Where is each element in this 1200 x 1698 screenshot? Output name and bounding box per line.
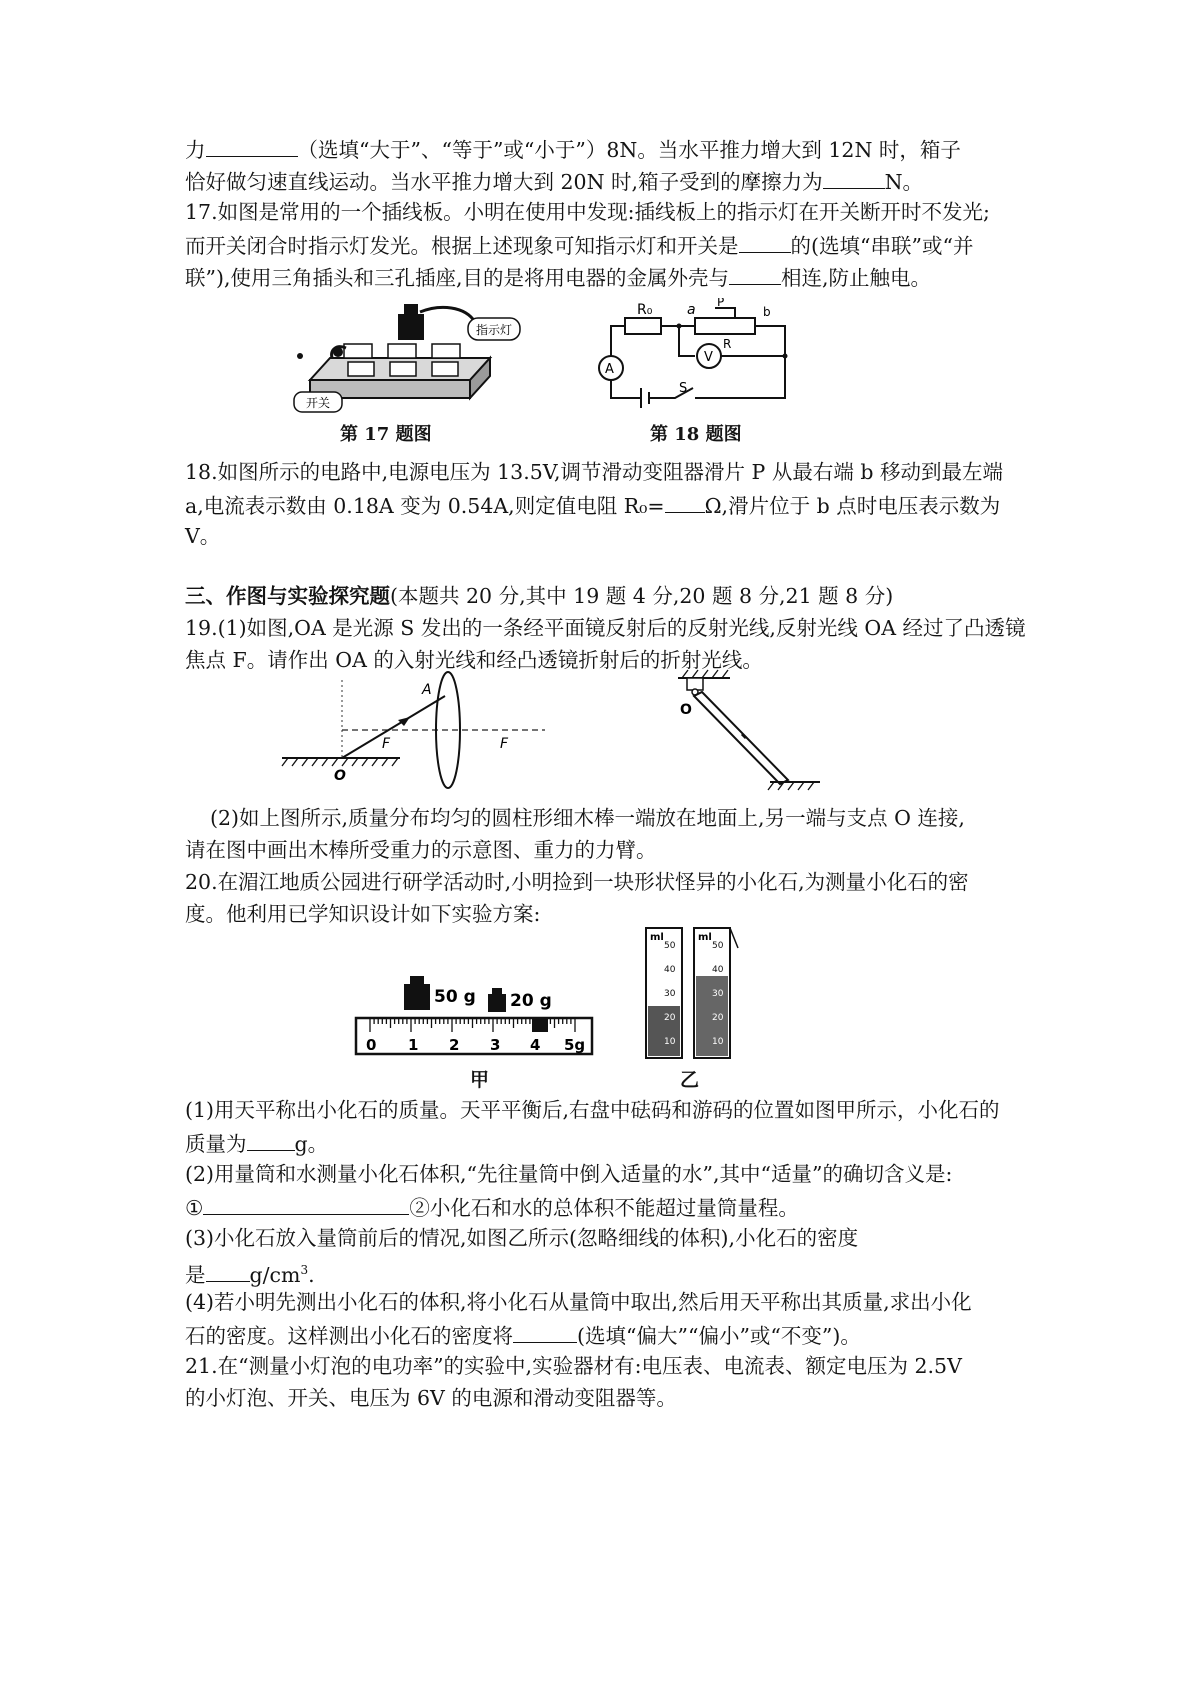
cyl2-tick: 50 (712, 941, 724, 951)
q16-line1 (185, 136, 961, 162)
q18-text: Ω,滑片位于 b 点时电压表示数为 (704, 494, 1001, 518)
q20-text: 是 (185, 1262, 206, 1287)
cyl1-tick: 10 (664, 1037, 676, 1047)
q16-text: 恰好做匀速直线运动。当水平推力增大到 20N 时,箱子受到的摩擦力为 (185, 170, 823, 194)
scale-label: 2 (449, 1036, 460, 1054)
q21-line2: 的小灯泡、开关、电压为 6V 的电源和滑动变阻器等。 (185, 1386, 677, 1410)
rider-marker (532, 1018, 548, 1032)
caption-jia: 甲 (470, 1069, 490, 1091)
fig17-caption: 第 17 题图 (340, 424, 432, 445)
q16-blank1[interactable] (206, 136, 298, 157)
q20-text: (选填“偏大”“偏小”或“不变”)。 (577, 1324, 861, 1348)
label-p: P (717, 298, 725, 309)
label-A: A (422, 682, 432, 698)
q16-text: 力 (185, 138, 206, 162)
q18-text: a,电流表示数由 0.18A 变为 0.54A,则定值电阻 R₀= (185, 494, 665, 518)
rod-figure (670, 668, 910, 798)
cyl1-tick: 50 (664, 941, 676, 951)
q16-blank2[interactable] (823, 168, 885, 189)
q20-text: . (308, 1262, 315, 1287)
cyl2-tick: 30 (712, 989, 724, 999)
q19-line2: 焦点 F。请作出 OA 的入射光线和经凸透镜折射后的折射光线。 (185, 648, 763, 672)
q19-part2-line2: 请在图中画出木棒所受重力的示意图、重力的力臂。 (185, 838, 657, 862)
label-r: R (723, 337, 732, 351)
q20-part3-line2 (185, 1258, 315, 1287)
q20-blank4[interactable] (513, 1322, 577, 1343)
q17-text: 而开关闭合时指示灯发光。根据上述现象可知指示灯和开关是 (185, 234, 739, 258)
q20-part4-line1: (4)若小明先测出小化石的体积,将小化石从量筒中取出,然后用天平称出其质量,求出小化 (185, 1290, 972, 1314)
power-strip-figure (290, 300, 540, 420)
label-indicator: 指示灯 (475, 323, 513, 337)
circuit-figure (595, 298, 805, 418)
label-F-left: F (382, 736, 391, 752)
cylinder-unit: ml (650, 932, 664, 943)
fig18-caption: 第 18 题图 (650, 424, 742, 445)
q20-text: g/cm (249, 1262, 301, 1287)
q18-line2 (185, 492, 1000, 518)
voltmeter-icon: V (704, 350, 713, 365)
q20-text: ②小化石和水的总体积不能超过量筒量程。 (409, 1196, 799, 1220)
q18-blank1[interactable] (665, 492, 705, 513)
q19-line1: 19.(1)如图,OA 是光源 S 发出的一条经平面镜反射后的反射光线,反射光线 OA 经过了凸透镜 (185, 616, 1026, 640)
q17-blank2[interactable] (729, 264, 781, 285)
scale-label: 4 (530, 1036, 541, 1054)
q17-blank1[interactable] (739, 232, 791, 253)
ammeter-icon: A (605, 362, 614, 377)
q20-part1-line1: (1)用天平称出小化石的质量。天平平衡后,右盘中砝码和游码的位置如图甲所示，小化石的 (185, 1098, 1000, 1122)
q16-text: N。 (884, 170, 924, 194)
q20-blank3[interactable] (206, 1261, 250, 1282)
q17-text: 的(选填“串联”或“并 (790, 234, 974, 258)
section3-title: 三、作图与实验探究题 (185, 584, 390, 608)
scale-label: 5g (564, 1036, 586, 1054)
label-s: S (679, 381, 688, 396)
q19-part2-line1: (2)如上图所示,质量分布均匀的圆柱形细木棒一端放在地面上,另一端与支点 O 连接, (210, 806, 965, 830)
q20-text: 质量为 (185, 1132, 247, 1156)
balance-weights-figure (350, 968, 600, 1058)
optics-figure (270, 668, 560, 798)
cyl1-tick: 40 (664, 965, 676, 975)
label-O-mirror: O (334, 768, 346, 784)
q20-line2: 度。他利用已学知识设计如下实验方案: (185, 902, 541, 926)
q17-line2 (185, 232, 973, 258)
q17-line3 (185, 264, 931, 290)
label-O-pivot: O (680, 702, 692, 718)
q20-sup: 3 (300, 1263, 309, 1277)
q21-line1: 21.在“测量小灯泡的电功率”的实验中,实验器材有:电压表、电流表、额定电压为 2.5V (185, 1354, 962, 1378)
q20-text: 石的密度。这样测出小化石的密度将 (185, 1324, 513, 1348)
q18-line1: 18.如图所示的电路中,电源电压为 13.5V,调节滑动变阻器滑片 P 从最右端 b 移动到最左端 (185, 460, 1003, 484)
q16-text: （选填“大于”、“等于”或“小于”）8N。当水平推力增大到 12N 时，箱子 (297, 138, 961, 162)
q16-line2 (185, 168, 923, 194)
scale-label: 1 (408, 1036, 419, 1054)
cyl1-tick: 20 (664, 1013, 676, 1023)
cylinder-unit: ml (698, 932, 712, 943)
cyl1-tick: 30 (664, 989, 676, 999)
q18-line3: V。 (185, 524, 221, 548)
q20-text: g。 (294, 1132, 329, 1156)
q20-part4-line2 (185, 1322, 861, 1348)
q20-part2-line1: (2)用量筒和水测量小化石体积,“先往量筒中倒入适量的水”,其中“适量”的确切含义是: (185, 1162, 953, 1186)
weight-20g: 20 g (510, 991, 552, 1011)
cyl2-tick: 40 (712, 965, 724, 975)
q20-line1: 20.在湄江地质公园进行研学活动时,小明捡到一块形状怪异的小化石,为测量小化石的密 (185, 870, 969, 894)
q20-blank1[interactable] (247, 1130, 295, 1151)
q20-blank2[interactable] (203, 1194, 409, 1215)
q17-line1: 17.如图是常用的一个插线板。小明在使用中发现:插线板上的指示灯在开关断开时不发光; (185, 200, 990, 224)
section3-heading (185, 584, 893, 608)
label-switch: 开关 (305, 396, 331, 410)
scale-label: 3 (490, 1036, 501, 1054)
q17-text: 相连,防止触电。 (781, 266, 932, 290)
label-b: b (763, 305, 771, 319)
scale-label: 0 (366, 1036, 377, 1054)
label-r0: R₀ (637, 302, 653, 318)
cyl2-tick: 10 (712, 1037, 724, 1047)
label-a: a (687, 302, 696, 318)
q17-text: 联”),使用三角插头和三孔插座,目的是将用电器的金属外壳与 (185, 266, 730, 290)
cyl2-tick: 20 (712, 1013, 724, 1023)
section3-note: (本题共 20 分,其中 19 题 4 分,20 题 8 分,21 题 8 分) (390, 584, 894, 608)
caption-yi: 乙 (680, 1069, 700, 1091)
q20-part3-line1: (3)小化石放入量筒前后的情况,如图乙所示(忽略细线的体积),小化石的密度 (185, 1226, 859, 1250)
q20-part2-line2 (185, 1194, 799, 1220)
weight-50g: 50 g (434, 987, 476, 1007)
measuring-cylinders-figure (640, 918, 750, 1064)
q20-part1-line2 (185, 1130, 328, 1156)
q20-text: ① (185, 1196, 204, 1220)
label-F-right: F (500, 736, 509, 752)
